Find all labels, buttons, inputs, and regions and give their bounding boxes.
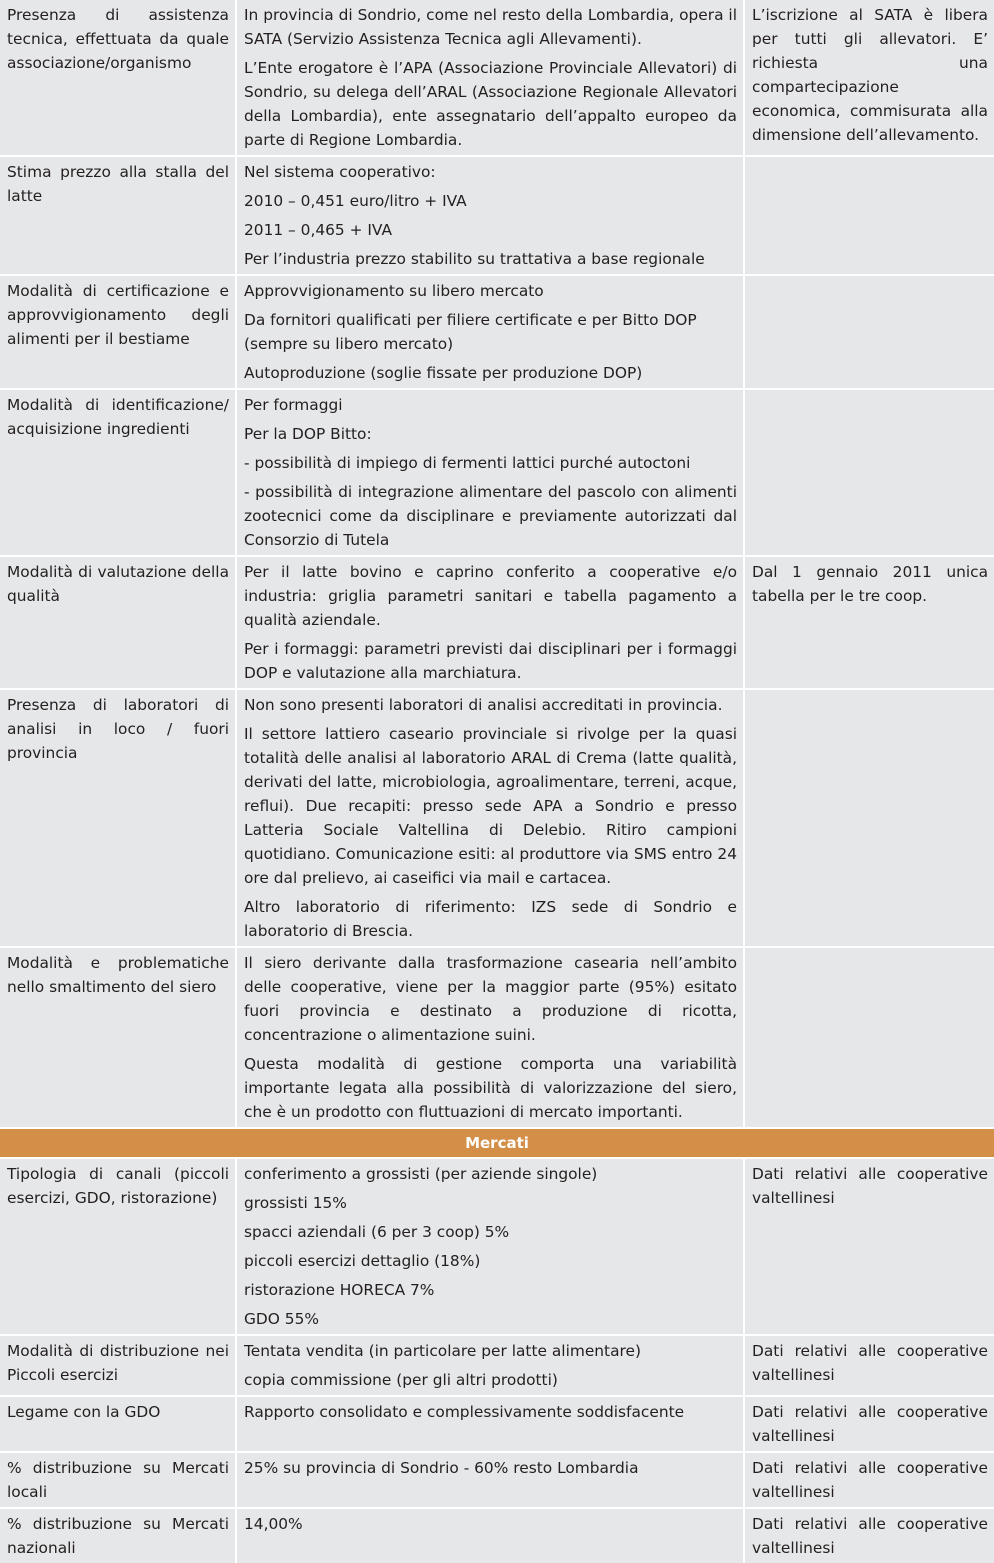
content-paragraph: Per l’industria prezzo stabilito su trattativa a base regionale [244,250,705,268]
row-label: Presenza di assistenza tecnica, effettuata da quale associazione/organismo [0,0,236,156]
table-row [0,1452,994,1508]
row-label: Modalità di distribuzione nei Piccoli esercizi [0,1335,236,1396]
content-paragraph: Approvvigionamento su libero mercato [244,282,544,300]
row-label: Legame con la GDO [0,1396,236,1452]
section-title: Mercati [0,1128,994,1158]
content-paragraph: Per la DOP Bitto: [244,425,372,443]
content-paragraph: 2011 – 0,465 + IVA [244,221,392,239]
row-label: Modalità e problematiche nello smaltimento del siero [0,947,236,1128]
content-paragraph: Per i formaggi: parametri previsti dai disciplinari per i formaggi DOP e valutazione alla marchiatura. [244,640,737,682]
table-row [0,275,994,389]
content-paragraph: 14,00% [244,1515,303,1533]
content-paragraph: Nel sistema cooperativo: [244,163,436,181]
row-note: Dati relativi alle cooperative valtellinesi [744,1508,994,1563]
row-note: Dal 1 gennaio 2011 unica tabella per le tre coop. [744,556,994,689]
row-content [236,1158,744,1335]
row-note: L’iscrizione al SATA è libera per tutti gli allevatori. E’ richiesta una compartecipazione economica, commisurata alla dimensione dell’allevamento. [744,0,994,156]
row-note: Dati relativi alle cooperative valtellinesi [744,1335,994,1396]
section-header-row [0,1128,994,1158]
table-row [0,1396,994,1452]
table-row [0,0,994,156]
row-content [236,156,744,275]
content-paragraph: 25% su provincia di Sondrio - 60% resto Lombardia [244,1459,639,1477]
content-paragraph: - possibilità di impiego di fermenti lattici purché autoctoni [244,454,691,472]
row-note [744,156,994,275]
content-paragraph: Non sono presenti laboratori di analisi accreditati in provincia. [244,696,723,714]
content-paragraph: grossisti 15% [244,1194,347,1212]
row-content [236,556,744,689]
row-content [236,0,744,156]
content-paragraph: GDO 55% [244,1310,319,1328]
row-content [236,275,744,389]
content-paragraph: Altro laboratorio di riferimento: IZS sede di Sondrio e laboratorio di Brescia. [244,898,737,940]
row-label: Modalità di identificazione/ acquisizione ingredienti [0,389,236,556]
row-label: Stima prezzo alla stalla del latte [0,156,236,275]
table-row [0,1335,994,1396]
row-content [236,1396,744,1452]
row-content [236,689,744,947]
row-content [236,1508,744,1563]
row-content [236,947,744,1128]
table-row [0,389,994,556]
content-paragraph: Il settore lattiero caseario provinciale si rivolge per la quasi totalità delle analisi al laboratorio ARAL di Crema (latte qualità, derivati del latte, microbiologia, agroalimentare, terreni, acque, reflui). Due recapiti: presso sede APA a Sondrio e presso Latteria Sociale Valtellina di Delebio. Ritiro campioni quotidiano. Comunicazione esiti: al produttore via SMS entro 24 ore dal prelievo, ai caseifici via mail e cartacea. [244,725,737,887]
content-paragraph: Autoproduzione (soglie fissate per produzione DOP) [244,364,643,382]
row-label: Tipologia di canali (piccoli esercizi, GDO, ristorazione) [0,1158,236,1335]
row-label: % distribuzione su Mercati locali [0,1452,236,1508]
row-note [744,389,994,556]
content-paragraph: 2010 – 0,451 euro/litro + IVA [244,192,467,210]
row-note: Dati relativi alle cooperative valtellinesi [744,1452,994,1508]
row-note: Dati relativi alle cooperative valtellinesi [744,1158,994,1335]
content-paragraph: ristorazione HORECA 7% [244,1281,435,1299]
row-label: % distribuzione su Mercati nazionali [0,1508,236,1563]
content-paragraph: Tentata vendita (in particolare per latte alimentare) [244,1342,641,1360]
content-paragraph: Rapporto consolidato e complessivamente soddisfacente [244,1403,685,1421]
content-paragraph: - possibilità di integrazione alimentare del pascolo con alimenti zootecnici come da disciplinare e previamente autorizzati dal Consorzio di Tutela [244,483,737,549]
table-row [0,1508,994,1563]
table-row [0,1158,994,1335]
content-paragraph: Per il latte bovino e caprino conferito a cooperative e/o industria: griglia parametri sanitari e tabella pagamento a qualità aziendale. [244,563,737,629]
content-paragraph: Questa modalità di gestione comporta una variabilità importante legata alla possibilità di valorizzazione del siero, che è un prodotto con fluttuazioni di mercato importanti. [244,1055,737,1121]
row-note [744,947,994,1128]
row-note [744,275,994,389]
content-paragraph: conferimento a grossisti (per aziende singole) [244,1165,598,1183]
row-content [236,1335,744,1396]
table-row [0,947,994,1128]
table-row [0,689,994,947]
content-paragraph: Per formaggi [244,396,343,414]
table-row [0,156,994,275]
content-paragraph: spacci aziendali (6 per 3 coop) 5% [244,1223,510,1241]
content-paragraph: piccoli esercizi dettaglio (18%) [244,1252,481,1270]
content-paragraph: Da fornitori qualificati per filiere certificate e per Bitto DOP (sempre su libero mercato) [244,311,697,353]
row-note: Dati relativi alle cooperative valtellinesi [744,1396,994,1452]
content-paragraph: L’Ente erogatore è l’APA (Associazione Provinciale Allevatori) di Sondrio, su delega dell’ARAL (Associazione Regionale Allevatori della Lombardia), ente assegnatario dell’appalto europeo da parte di Regione Lombardia. [244,59,737,149]
row-label: Modalità di valutazione della qualità [0,556,236,689]
row-note [744,689,994,947]
row-label: Modalità di certificazione e approvvigionamento degli alimenti per il bestiame [0,275,236,389]
content-paragraph: In provincia di Sondrio, come nel resto della Lombardia, opera il SATA (Servizio Assistenza Tecnica agli Allevamenti). [244,6,737,48]
row-label: Presenza di laboratori di analisi in loco / fuori provincia [0,689,236,947]
content-paragraph: Il siero derivante dalla trasformazione casearia nell’ambito delle cooperative, viene per la maggior parte (95%) esitato fuori provincia e destinato a produzione di ricotta, concentrazione o alimentazione suini. [244,954,737,1044]
table-row [0,556,994,689]
row-content [236,1452,744,1508]
row-content [236,389,744,556]
content-paragraph: copia commissione (per gli altri prodotti) [244,1371,558,1389]
